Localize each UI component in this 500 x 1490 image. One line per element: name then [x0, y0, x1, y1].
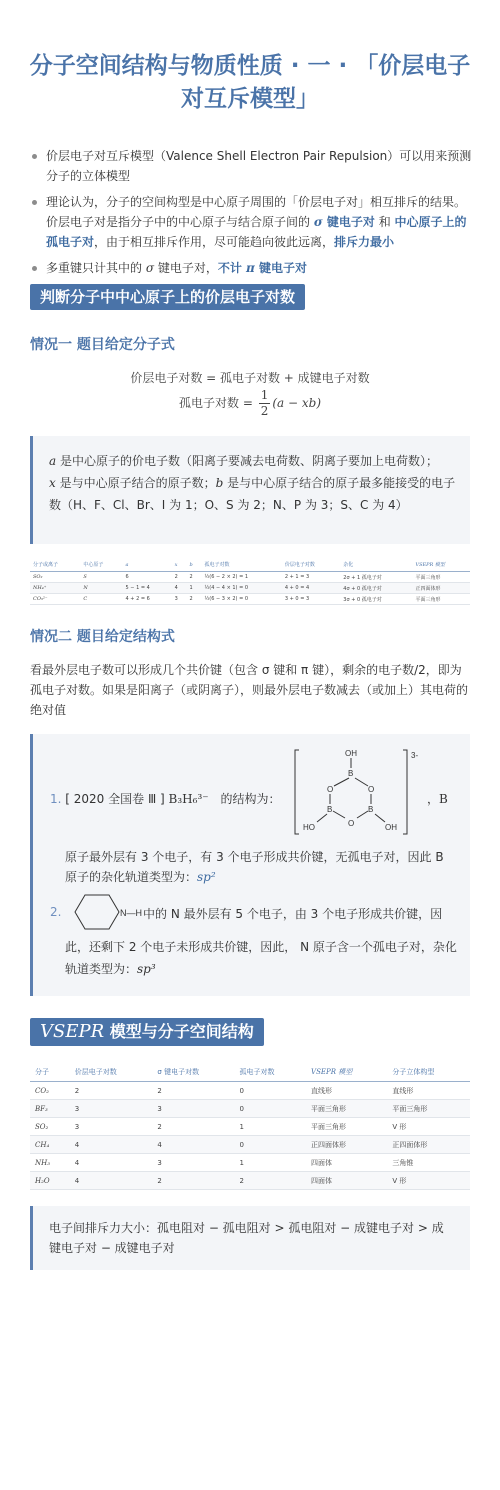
table-row [30, 1100, 470, 1118]
table-cell: 4 [70, 1154, 153, 1172]
table-vsepr-models [30, 1063, 470, 1190]
table-cell: 平面三角形 [306, 1100, 387, 1118]
bullet-text: ，由于相互排斥作用，尽可能趋向彼此远离， [94, 235, 335, 249]
table-cell: 四面体 [306, 1154, 387, 1172]
table-row [30, 583, 470, 594]
table-body [30, 1082, 470, 1190]
table-cell: 平面三角形 [387, 1100, 470, 1118]
table-cell: 2 [172, 572, 187, 583]
note-text: 是与中心原子结合的原子数； [55, 476, 216, 490]
table-cell: 2 [235, 1172, 307, 1190]
example-2-line-1: 中的 N 最外层有 5 个电子，由 3 个电子形成共价键，因 [143, 907, 443, 921]
example-box [30, 734, 470, 996]
bullet-text: 键电子对， [154, 261, 218, 275]
table-cell: 1 [235, 1154, 307, 1172]
atom-boron-top: B [348, 769, 354, 778]
table-cell: 3 [172, 594, 187, 605]
table-cell: ½(6 − 3 × 2) = 0 [201, 594, 281, 605]
table-cell: SO₂ [30, 572, 80, 583]
table-cell: 3 [70, 1118, 153, 1136]
table-cell: 4 [172, 583, 187, 594]
table-cell: 平面三角形 [412, 594, 470, 605]
bullet-theory [30, 192, 475, 252]
table-cell: ½(6 − 2 × 2) = 1 [201, 572, 281, 583]
table-cell: 四面体 [306, 1172, 387, 1190]
column-header: 杂化 [340, 558, 412, 572]
table-cell: 1 [235, 1118, 307, 1136]
bullet-text: 和 [374, 215, 395, 229]
table-cell: 直线形 [306, 1082, 387, 1100]
vsepr-term: VSEPR [40, 1021, 105, 1042]
atom-oxygen-bottom: O [348, 819, 355, 828]
example-1-source: [ 2020 全国卷 Ⅲ ] [65, 792, 165, 806]
formula-valence-pairs: 价层电子对数 = 孤电子对数 + 成键电子对数 [130, 371, 370, 385]
atom-oh-right: OH [385, 823, 397, 832]
column-header: VSEPR 模型 [306, 1063, 387, 1082]
table-cell: 直线形 [387, 1082, 470, 1100]
column-header: 分子或离子 [30, 558, 80, 572]
intro-bullet-list [30, 146, 475, 284]
table-lone-pair-calculation [30, 558, 470, 605]
table-cell: 2 [152, 1082, 234, 1100]
note-text: 是与中心原子结合的原子最多能接受的电子数（H、F、Cl、Br、I 为 1；O、S 为 2；N、P 为 3；S、C 为 4） [49, 476, 456, 512]
fraction-one-half [259, 388, 271, 419]
column-header: a [123, 558, 172, 572]
example-2-text: 此，还剩下 2 个电子未形成共价键，因此， N 原子含一个孤电子对，杂化轨道类型为： [65, 940, 457, 976]
note-text: 是中心原子的价电子数（阳离子要减去电荷数、阴离子要加上电荷数）； [56, 454, 438, 468]
table-cell: 2 [70, 1082, 153, 1100]
example-2-answer: sp³ [137, 962, 156, 976]
table-cell: 0 [235, 1136, 307, 1154]
table-cell: CO₂ [30, 1082, 70, 1100]
table-cell: V 形 [387, 1118, 470, 1136]
table-cell: 正四面体形 [412, 583, 470, 594]
table-cell: 平面三角形 [412, 572, 470, 583]
bullet-text: 价层电子对互斥模型（Valence Shell Electron Pair Repulsion）可以用来预测分子的立体模型 [46, 149, 472, 183]
page-title-line-1: 分子空间结构与物质性质 · 一 · 「价层电子 [29, 53, 471, 79]
column-header: 分子 [30, 1063, 70, 1082]
table-row [30, 1154, 470, 1172]
table-cell: NH₄⁺ [30, 583, 80, 594]
ion-charge: 3- [411, 751, 419, 760]
table-cell: BF₃ [30, 1100, 70, 1118]
table-cell: 4σ + 0 孤电子对 [340, 583, 412, 594]
section-banner-vsepr [30, 1018, 264, 1046]
table-cell: 2 [152, 1118, 234, 1136]
atom-boron-right: B [368, 805, 374, 814]
example-number-1: 1. [50, 792, 62, 806]
example-number-2: 2. [50, 905, 62, 919]
table-cell: 3 [152, 1154, 234, 1172]
piperidine-structure [71, 892, 143, 932]
highlight-text: 键电子对 [254, 261, 308, 275]
table-header [30, 558, 470, 572]
table-cell: N [80, 583, 122, 594]
formula-rhs: (a − xb) [272, 396, 321, 410]
table-cell: 5 − 1 = 4 [123, 583, 172, 594]
highlight-lone-pairs: 中心原子上的孤电子对 [46, 215, 467, 249]
table-cell: 正四面体形 [306, 1136, 387, 1154]
column-header: VSEPR 模型 [412, 558, 470, 572]
case-one-heading: 情况一 题目给定分子式 [30, 337, 175, 353]
bullet-text: 理论认为，分子的空间构型是中心原子周围的「价层电子对」相互排斥的结果。价层电子对是指分子中的中心原子与结合原子间的 [46, 195, 467, 229]
highlight-min-repulsion: 排斥力最小 [334, 235, 395, 249]
table-cell: CH₄ [30, 1136, 70, 1154]
table-header-row [30, 558, 470, 572]
example-1-explanation [65, 847, 455, 887]
example-1-text: 原子最外层有 3 个电子，有 3 个电子形成共价键，无孤电子对，因此 B 原子的杂化轨道类型为： [65, 850, 444, 884]
sigma-symbol: σ [313, 215, 323, 229]
bullet-vsepr-definition [30, 146, 475, 186]
table-cell: 4 + 2 = 6 [123, 594, 172, 605]
column-header: 孤电子对数 [201, 558, 281, 572]
table-cell: 0 [235, 1082, 307, 1100]
atom-nh: N—H [120, 908, 142, 918]
page-title-line-2: 对互斥模型」 [181, 86, 319, 112]
note-variable-definitions [30, 436, 470, 544]
table-cell: 3σ + 0 孤电子对 [340, 594, 412, 605]
atom-oxygen-left: O [327, 785, 334, 794]
table-cell: C [80, 594, 122, 605]
column-header: 价层电子对数 [282, 558, 340, 572]
table-row [30, 572, 470, 583]
table-cell: NH₃ [30, 1154, 70, 1172]
table-cell: 2 [187, 594, 202, 605]
var-b: b [215, 476, 224, 490]
table-row [30, 1136, 470, 1154]
example-1-answer: sp² [197, 870, 216, 884]
table-header-row [30, 1063, 470, 1082]
example-1-line-1 [50, 790, 280, 807]
section-banner-valence-pairs: 判断分子中中心原子上的价层电子对数 [30, 284, 305, 310]
table-cell: 平面三角形 [306, 1118, 387, 1136]
example-1-tail: ，B [427, 792, 448, 806]
sigma-symbol: σ [145, 261, 155, 275]
highlight-sigma-bond-pairs: 键电子对 [322, 215, 375, 229]
atom-oh-top: OH [345, 749, 357, 758]
atom-oxygen-right: O [368, 785, 375, 794]
bullet-multiple-bonds [30, 258, 475, 278]
bullet-text: 多重键只计其中的 [46, 261, 146, 275]
table-cell: ½(4 − 4 × 1) = 0 [201, 583, 281, 594]
table-cell: 2σ + 1 孤电子对 [340, 572, 412, 583]
table-cell: 2 [187, 572, 202, 583]
page-title [20, 50, 480, 116]
pi-symbol: π [246, 261, 255, 275]
table-cell: 3 [152, 1100, 234, 1118]
table-cell: 4 [70, 1136, 153, 1154]
column-header: x [172, 558, 187, 572]
table-row [30, 594, 470, 605]
atom-boron-left: B [327, 805, 333, 814]
var-x: x [49, 476, 56, 490]
table-header [30, 1063, 470, 1082]
fraction-denominator: 2 [260, 404, 269, 418]
column-header: 孤电子对数 [235, 1063, 307, 1082]
atom-ho-left: HO [303, 823, 315, 832]
table-cell: CO₃²⁻ [30, 594, 80, 605]
table-cell: 4 + 0 = 4 [282, 583, 340, 594]
table-cell: 4 [70, 1172, 153, 1190]
column-header: σ 键电子对数 [152, 1063, 234, 1082]
table-row [30, 1172, 470, 1190]
note-repulsion-order: 电子间排斥力大小：孤电阻对 − 孤电阻对 > 孤电阻对 − 成键电子对 > 成键电子对 − 成键电子对 [30, 1206, 470, 1270]
column-header: 分子立体构型 [387, 1063, 470, 1082]
table-row [30, 1082, 470, 1100]
table-cell: 2 [152, 1172, 234, 1190]
boron-ring-structure [293, 746, 433, 838]
highlight-exclude-pi [218, 261, 307, 275]
table-cell: S [80, 572, 122, 583]
table-cell: 2 + 1 = 3 [282, 572, 340, 583]
column-header: 中心原子 [80, 558, 122, 572]
column-header: 价层电子对数 [70, 1063, 153, 1082]
table-cell: 3 [70, 1100, 153, 1118]
table-cell: V 形 [387, 1172, 470, 1190]
table-cell: 三角锥 [387, 1154, 470, 1172]
table-body [30, 572, 470, 605]
formula-lone-pairs [0, 388, 500, 419]
table-cell: SO₂ [30, 1118, 70, 1136]
table-cell: 正四面体形 [387, 1136, 470, 1154]
table-cell: 1 [187, 583, 202, 594]
table-cell: 0 [235, 1100, 307, 1118]
table-cell: 4 [152, 1136, 234, 1154]
example-2-explanation [65, 936, 459, 980]
table-cell: H₂O [30, 1172, 70, 1190]
fraction-numerator: 1 [260, 388, 269, 402]
case-two-heading: 情况二 题目给定结构式 [30, 629, 175, 645]
highlight-text: 不计 [217, 261, 247, 275]
column-header: b [187, 558, 202, 572]
table-cell: 6 [123, 572, 172, 583]
banner-text: 模型与分子空间结构 [104, 1022, 254, 1041]
table-row [30, 1118, 470, 1136]
var-a: a [49, 454, 57, 468]
example-1-structure-label: 的结构为： [220, 792, 281, 806]
example-1-formula: B₃H₆³⁻ [168, 792, 209, 806]
table-cell: 3 + 0 = 3 [282, 594, 340, 605]
formula-lhs: 孤电子对数 = [179, 396, 253, 410]
case-two-paragraph: 看最外层电子数可以形成几个共价键（包含 σ 键和 π 键），剩余的电子数/2，即为孤电子对数。如果是阳离子（或阴离子），则最外层电子数减去（或加上）其电荷的绝对值 [30, 663, 469, 717]
